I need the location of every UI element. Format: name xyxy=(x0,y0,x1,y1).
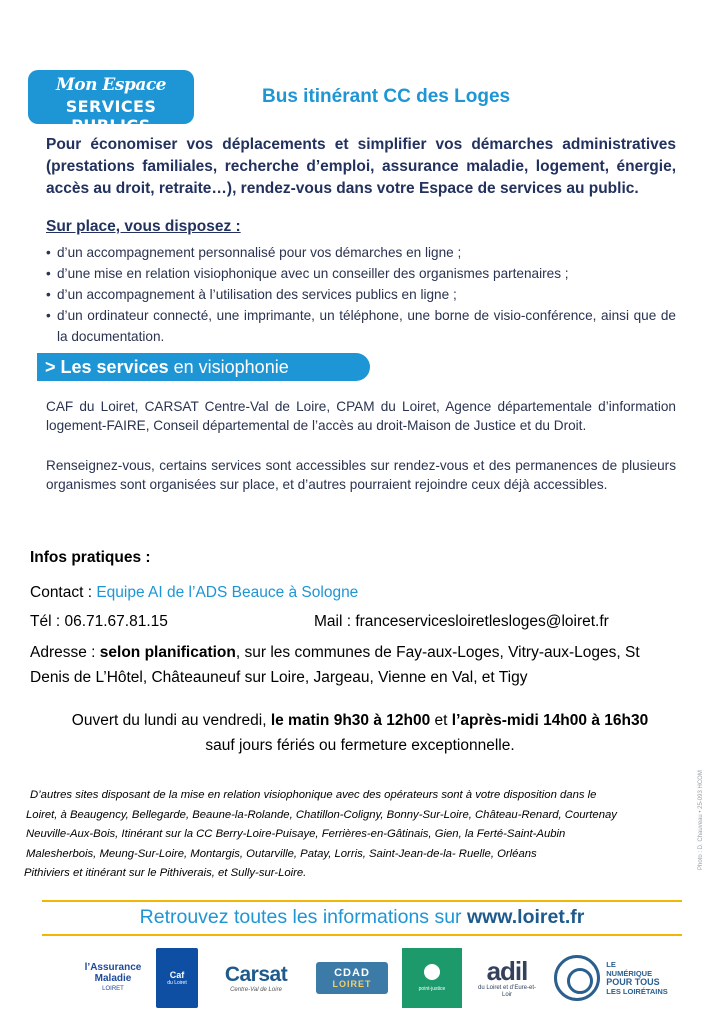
list-item: • d’une mise en relation visiophonique avec un conseiller des organismes partenaires ; xyxy=(46,263,676,284)
telephone: Tél : 06.71.67.81.15 xyxy=(30,613,168,630)
contact-label: Contact : xyxy=(30,584,93,601)
point-justice-logo: point-justice xyxy=(402,948,462,1008)
footer-rule-bottom xyxy=(42,934,682,936)
contact-link[interactable]: Equipe AI de l’ADS Beauce à Sologne xyxy=(96,584,359,601)
adil-logo: adil du Loiret et d’Eure-et-Loir xyxy=(477,956,537,998)
list-item: • d’un accompagnement à l’utilisation des services publics en ligne ; xyxy=(46,284,676,305)
carsat-logo: Carsat Centre-Val de Loire xyxy=(224,963,288,993)
infos-pratiques-heading: Infos pratiques : xyxy=(30,549,151,566)
list-item: • d’un accompagnement personnalisé pour vos démarches en ligne ; xyxy=(46,242,676,263)
arrow-icon: > xyxy=(45,357,56,377)
opening-hours: Ouvert du lundi au vendredi, le matin 9h30 à 12h00 et l’après-midi 14h00 à 16h30 sauf jours fériés ou fermeture exceptionnelle. xyxy=(30,708,690,758)
loiret-website-link[interactable]: www.loiret.fr xyxy=(466,906,585,928)
logo-line1: Mon Espace xyxy=(55,75,167,95)
address-text: , sur les communes de Fay-aux-Loges, Vitry-aux-Loges, St Denis de L’Hôtel, Châteauneuf sur Loire, Jargeau, Vienne en Val, et Tigy xyxy=(30,644,640,686)
cdad-logo: CDAD LOIRET xyxy=(316,962,388,994)
espace-services-publics-logo xyxy=(28,70,194,135)
sur-place-list xyxy=(46,242,676,347)
bullet-icon: • xyxy=(46,308,51,323)
sur-place-heading: Sur place, vous disposez : xyxy=(46,218,241,235)
opening-exceptions: sauf jours fériés ou fermeture exceptionnelle. xyxy=(205,737,515,754)
address-bold: selon planification xyxy=(99,644,236,661)
visio-info-paragraph: Renseignez-vous, certains services sont accessibles sur rendez-vous et des permanences de plusieurs organismes sont organisées sur place, et d’autres pourraient rejoindre ceux déjà accessibles. xyxy=(46,458,676,492)
footer-message: Retrouvez toutes les informations sur www.loiret.fr xyxy=(139,906,585,928)
contact-line xyxy=(30,584,358,602)
visio-partners-paragraph: CAF du Loiret, CARSAT Centre-Val de Loire, CPAM du Loiret, Agence départementale d’information logement-FAIRE, Conseil départemental de l’accès au droit-Maison de Justice et du Droit. xyxy=(46,399,676,433)
house-icon xyxy=(424,964,440,980)
caf-logo: Caf du Loiret xyxy=(156,948,198,1008)
address-line xyxy=(30,640,680,690)
footer-rule-top xyxy=(42,900,682,902)
email-address: Mail : franceservicesloiretlesloges@loiret.fr xyxy=(314,613,609,630)
page-title: Bus itinérant CC des Loges xyxy=(262,86,511,107)
services-visiophonie-banner xyxy=(37,353,370,381)
banner-bold-text: Les services xyxy=(60,357,169,377)
assurance-maladie-logo: l’Assurance Maladie LOIRET xyxy=(84,961,142,992)
target-icon xyxy=(554,955,600,1001)
address-label: Adresse : xyxy=(30,644,96,661)
bullet-icon: • xyxy=(46,287,51,302)
list-item: • d’un ordinateur connecté, une imprimante, un téléphone, une borne de visio-conférence, ainsi que de la documentation. xyxy=(46,305,676,347)
numerique-pour-tous-logo: LE NUMÉRIQUE POUR TOUS LES LOIRÉTAINS xyxy=(548,948,674,1008)
bullet-icon: • xyxy=(46,266,51,281)
logo-line2: SERVICES PUBLICS xyxy=(65,97,157,135)
other-sites-note: D’autres sites disposant de la mise en relation visiophonique avec des opérateurs sont à votre disposition dans le Loiret, à Beaugency, Bellegarde, Beaune-la-Rolande, Chatillon-Coligny, Bonny-Sur-Loire, Château-Renard, Courtenay Neuville-Aux-Bois, Itinérant sur la CC Berry-Loire-Puisaye, Ferrières-en-Gâtinais, Gien, la Ferté-Saint-Aubin Malesherbois, Meung-Sur-Loire, Montargis, Outarville, Patay, Lorris, Saint-Jean-de-la- Ruelle, Orléans Pithiviers et itinérant sur le Pithiverais, et Sully-sur-Loire. xyxy=(24,789,617,879)
intro-paragraph: Pour économiser vos déplacements et simplifier vos démarches administratives (prestations familiales, recherche d’emploi, assurance maladie, logement, énergie, accès au droit, retraite…), rendez-vous dans votre Espace de services au public. xyxy=(46,136,676,197)
photo-credit: Photo : D. Chauveau • 25-093 HCOM xyxy=(698,770,704,870)
banner-text: en visiophonie xyxy=(168,357,289,377)
bullet-icon: • xyxy=(46,245,51,260)
